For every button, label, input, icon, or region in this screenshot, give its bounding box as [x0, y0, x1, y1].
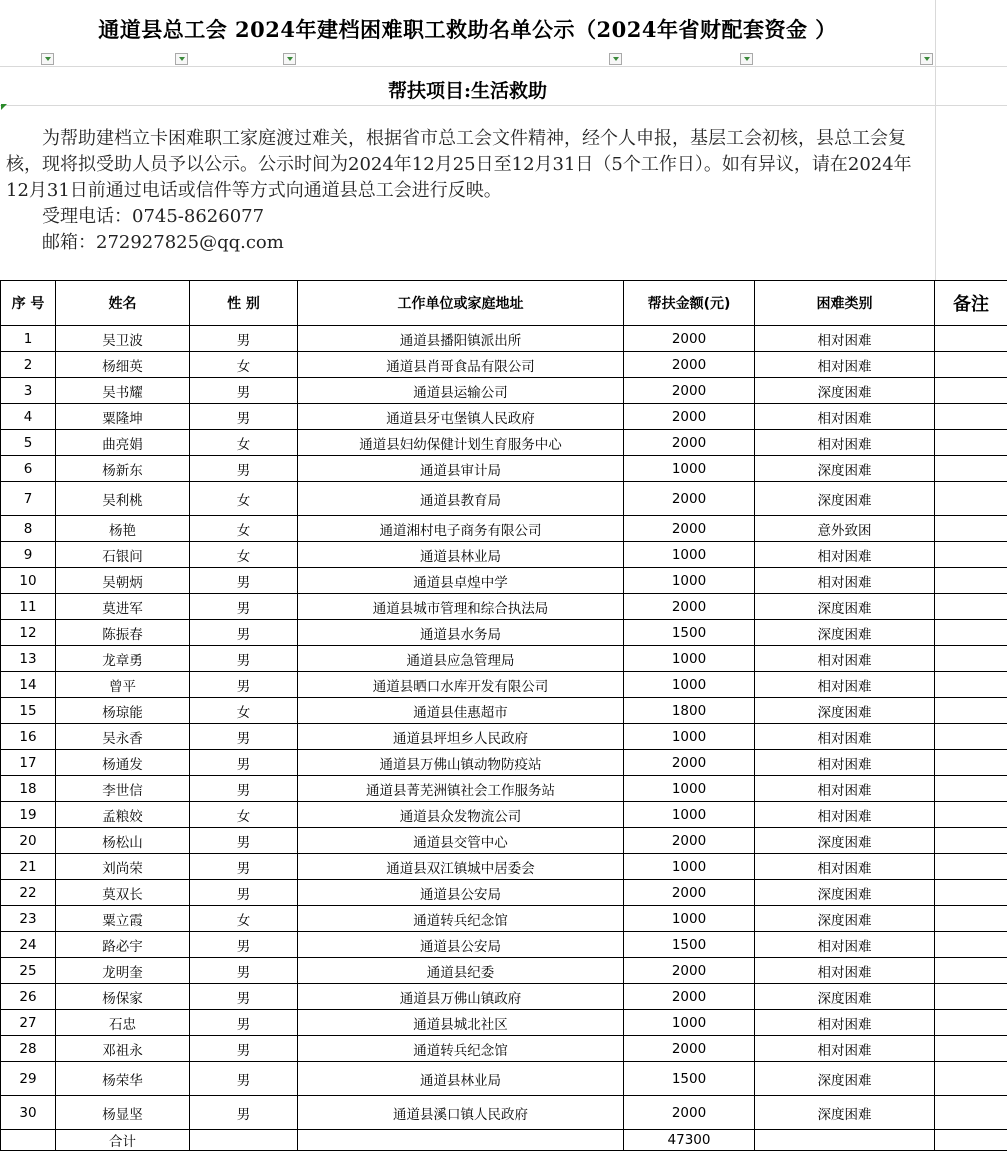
- note-cell[interactable]: [935, 1036, 1007, 1062]
- unit-cell[interactable]: 通道转兵纪念馆: [298, 1036, 624, 1062]
- cell-comment-marker-icon: [1, 104, 7, 110]
- table-row: [1, 672, 1007, 698]
- amount-cell[interactable]: 2000: [624, 958, 755, 984]
- table-row: [1, 378, 1007, 404]
- gender-cell[interactable]: 男: [190, 854, 298, 880]
- notice-email: 邮箱：272927825@qq.com: [6, 230, 926, 256]
- amount-cell[interactable]: 1000: [624, 568, 755, 594]
- note-cell[interactable]: [935, 516, 1007, 542]
- unit-cell[interactable]: 通道县牙屯堡镇人民政府: [298, 404, 624, 430]
- category-cell[interactable]: 深度困难: [755, 698, 935, 724]
- gender-cell[interactable]: 男: [190, 932, 298, 958]
- gender-cell[interactable]: 男: [190, 984, 298, 1010]
- seq-cell[interactable]: 25: [1, 958, 56, 984]
- unit-cell[interactable]: 通道县双江镇城中居委会: [298, 854, 624, 880]
- amount-cell[interactable]: 1000: [624, 542, 755, 568]
- seq-cell[interactable]: 26: [1, 984, 56, 1010]
- unit-cell[interactable]: 通道县佳惠超市: [298, 698, 624, 724]
- table-row: [1, 594, 1007, 620]
- category-cell[interactable]: 相对困难: [755, 568, 935, 594]
- amount-cell[interactable]: 1500: [624, 1062, 755, 1096]
- table-row: [1, 1096, 1007, 1130]
- table-row: [1, 430, 1007, 456]
- seq-cell[interactable]: 24: [1, 932, 56, 958]
- category-cell[interactable]: 深度困难: [755, 594, 935, 620]
- name-cell[interactable]: 杨通发: [56, 750, 190, 776]
- unit-cell[interactable]: 通道县众发物流公司: [298, 802, 624, 828]
- unit-cell[interactable]: 通道县播阳镇派出所: [298, 326, 624, 352]
- gender-cell[interactable]: 男: [190, 378, 298, 404]
- seq-cell[interactable]: 16: [1, 724, 56, 750]
- amount-cell[interactable]: 2000: [624, 352, 755, 378]
- category-cell[interactable]: 相对困难: [755, 404, 935, 430]
- name-cell[interactable]: 龙明奎: [56, 958, 190, 984]
- notice-paragraph: 为帮助建档立卡困难职工家庭渡过难关，根据省市总工会文件精神，经个人申报，基层工会初核，县总工会复核，现将拟受助人员予以公示。公示时间为2024年12月25日至12月31日（5个工作日）。如有异议，请在2024年12月31日前通过电话或信件等方式向通道县总工会进行反映。: [6, 126, 926, 204]
- header-seq[interactable]: 序 号: [1, 281, 56, 326]
- header-category[interactable]: 困难类别: [755, 281, 935, 326]
- gender-cell[interactable]: 男: [190, 1062, 298, 1096]
- table-row: [1, 854, 1007, 880]
- unit-cell[interactable]: 通道县溪口镇人民政府: [298, 1096, 624, 1130]
- gender-cell[interactable]: 女: [190, 352, 298, 378]
- amount-cell[interactable]: 2000: [624, 1096, 755, 1130]
- amount-cell[interactable]: 2000: [624, 984, 755, 1010]
- name-cell[interactable]: 杨荣华: [56, 1062, 190, 1096]
- amount-cell[interactable]: 2000: [624, 594, 755, 620]
- total-row: [1, 1130, 1007, 1151]
- gender-cell[interactable]: 男: [190, 456, 298, 482]
- note-cell[interactable]: [935, 984, 1007, 1010]
- gender-cell[interactable]: 女: [190, 430, 298, 456]
- unit-cell[interactable]: 通道县万佛山镇动物防疫站: [298, 750, 624, 776]
- name-cell[interactable]: 吴书耀: [56, 378, 190, 404]
- seq-cell[interactable]: 22: [1, 880, 56, 906]
- filter-dropdown-icon[interactable]: [283, 53, 296, 65]
- table-row: [1, 802, 1007, 828]
- notice-phone: 受理电话：0745-8626077: [6, 204, 926, 230]
- table-row: [1, 352, 1007, 378]
- seq-cell[interactable]: 10: [1, 568, 56, 594]
- name-cell[interactable]: 杨保家: [56, 984, 190, 1010]
- category-cell[interactable]: 相对困难: [755, 1010, 935, 1036]
- table-row: [1, 1010, 1007, 1036]
- category-cell[interactable]: 相对困难: [755, 646, 935, 672]
- unit-cell[interactable]: 通道县城北社区: [298, 1010, 624, 1036]
- name-cell[interactable]: 李世信: [56, 776, 190, 802]
- seq-cell[interactable]: 30: [1, 1096, 56, 1130]
- name-cell[interactable]: 吴永香: [56, 724, 190, 750]
- seq-cell[interactable]: 23: [1, 906, 56, 932]
- gender-cell[interactable]: 女: [190, 802, 298, 828]
- seq-cell[interactable]: 1: [1, 326, 56, 352]
- amount-cell[interactable]: 1000: [624, 854, 755, 880]
- total-seq-cell[interactable]: [1, 1130, 56, 1151]
- note-cell[interactable]: [935, 906, 1007, 932]
- unit-cell[interactable]: 通道县坪坦乡人民政府: [298, 724, 624, 750]
- gender-cell[interactable]: 男: [190, 1010, 298, 1036]
- filter-dropdown-icon[interactable]: [41, 53, 54, 65]
- note-cell[interactable]: [935, 646, 1007, 672]
- category-cell[interactable]: 深度困难: [755, 1096, 935, 1130]
- header-gender[interactable]: 性 别: [190, 281, 298, 326]
- note-cell[interactable]: [935, 568, 1007, 594]
- category-cell[interactable]: 相对困难: [755, 1036, 935, 1062]
- seq-cell[interactable]: 21: [1, 854, 56, 880]
- note-cell[interactable]: [935, 352, 1007, 378]
- gender-cell[interactable]: 男: [190, 776, 298, 802]
- seq-cell[interactable]: 2: [1, 352, 56, 378]
- unit-cell[interactable]: 通道县妇幼保健计划生育服务中心: [298, 430, 624, 456]
- note-cell[interactable]: [935, 698, 1007, 724]
- filter-dropdown-icon[interactable]: [609, 53, 622, 65]
- unit-cell[interactable]: 通道县应急管理局: [298, 646, 624, 672]
- name-cell[interactable]: 路必宇: [56, 932, 190, 958]
- amount-cell[interactable]: 2000: [624, 828, 755, 854]
- note-cell[interactable]: [935, 1010, 1007, 1036]
- total-gender-cell[interactable]: [190, 1130, 298, 1151]
- note-cell[interactable]: [935, 456, 1007, 482]
- note-cell[interactable]: [935, 880, 1007, 906]
- seq-cell[interactable]: 17: [1, 750, 56, 776]
- note-cell[interactable]: [935, 326, 1007, 352]
- seq-cell[interactable]: 18: [1, 776, 56, 802]
- gender-cell[interactable]: 男: [190, 750, 298, 776]
- table-row: [1, 750, 1007, 776]
- name-cell[interactable]: 杨松山: [56, 828, 190, 854]
- category-cell[interactable]: 相对困难: [755, 958, 935, 984]
- gender-cell[interactable]: 男: [190, 880, 298, 906]
- unit-cell[interactable]: 通道县菁芜洲镇社会工作服务站: [298, 776, 624, 802]
- category-cell[interactable]: 深度困难: [755, 984, 935, 1010]
- filter-dropdown-icon[interactable]: [175, 53, 188, 65]
- category-cell[interactable]: 深度困难: [755, 880, 935, 906]
- table-row: [1, 646, 1007, 672]
- note-cell[interactable]: [935, 932, 1007, 958]
- gender-cell[interactable]: 男: [190, 594, 298, 620]
- unit-cell[interactable]: 通道县纪委: [298, 958, 624, 984]
- table-row: [1, 326, 1007, 352]
- name-cell[interactable]: 吴卫波: [56, 326, 190, 352]
- name-cell[interactable]: 莫进军: [56, 594, 190, 620]
- amount-cell[interactable]: 2000: [624, 482, 755, 516]
- amount-cell[interactable]: 1500: [624, 620, 755, 646]
- seq-cell[interactable]: 11: [1, 594, 56, 620]
- seq-cell[interactable]: 15: [1, 698, 56, 724]
- gridline: [0, 66, 1007, 67]
- note-cell[interactable]: [935, 828, 1007, 854]
- gender-cell[interactable]: 男: [190, 326, 298, 352]
- unit-cell[interactable]: 通道县运输公司: [298, 378, 624, 404]
- name-cell[interactable]: 孟粮姣: [56, 802, 190, 828]
- table-row: [1, 828, 1007, 854]
- amount-cell[interactable]: 2000: [624, 430, 755, 456]
- name-cell[interactable]: 龙章勇: [56, 646, 190, 672]
- note-cell[interactable]: [935, 776, 1007, 802]
- category-cell[interactable]: 相对困难: [755, 352, 935, 378]
- name-cell[interactable]: 杨艳: [56, 516, 190, 542]
- note-cell[interactable]: [935, 854, 1007, 880]
- table-row: [1, 906, 1007, 932]
- seq-cell[interactable]: 13: [1, 646, 56, 672]
- unit-cell[interactable]: 通道县公安局: [298, 880, 624, 906]
- table-row: [1, 984, 1007, 1010]
- seq-cell[interactable]: 19: [1, 802, 56, 828]
- gender-cell[interactable]: 男: [190, 1036, 298, 1062]
- amount-cell[interactable]: 2000: [624, 404, 755, 430]
- name-cell[interactable]: 邓祖永: [56, 1036, 190, 1062]
- table-row: [1, 568, 1007, 594]
- name-cell[interactable]: 杨细英: [56, 352, 190, 378]
- notice-text: [6, 126, 926, 256]
- table-row: [1, 698, 1007, 724]
- category-cell[interactable]: 相对困难: [755, 750, 935, 776]
- page-title: 通道县总工会 2024年建档困难职工救助名单公示（2024年省财配套资金 ）: [0, 14, 935, 44]
- category-cell[interactable]: 深度困难: [755, 378, 935, 404]
- amount-cell[interactable]: 1000: [624, 906, 755, 932]
- unit-cell[interactable]: 通道湘村电子商务有限公司: [298, 516, 624, 542]
- category-cell[interactable]: 相对困难: [755, 326, 935, 352]
- gender-cell[interactable]: 男: [190, 404, 298, 430]
- table-row: [1, 542, 1007, 568]
- name-cell[interactable]: 杨琼能: [56, 698, 190, 724]
- unit-cell[interactable]: 通道县卓煌中学: [298, 568, 624, 594]
- header-unit[interactable]: 工作单位或家庭地址: [298, 281, 624, 326]
- amount-cell[interactable]: 2000: [624, 750, 755, 776]
- amount-cell[interactable]: 2000: [624, 326, 755, 352]
- gender-cell[interactable]: 男: [190, 828, 298, 854]
- table-row: [1, 776, 1007, 802]
- total-category-cell[interactable]: [755, 1130, 935, 1151]
- gender-cell[interactable]: 女: [190, 482, 298, 516]
- unit-cell[interactable]: 通道县教育局: [298, 482, 624, 516]
- table-row: [1, 880, 1007, 906]
- category-cell[interactable]: 意外致困: [755, 516, 935, 542]
- table-row: [1, 1036, 1007, 1062]
- note-cell[interactable]: [935, 802, 1007, 828]
- unit-cell[interactable]: 通道县公安局: [298, 932, 624, 958]
- unit-cell[interactable]: 通道县林业局: [298, 542, 624, 568]
- category-cell[interactable]: 相对困难: [755, 932, 935, 958]
- name-cell[interactable]: 吴朝炳: [56, 568, 190, 594]
- gender-cell[interactable]: 男: [190, 620, 298, 646]
- seq-cell[interactable]: 9: [1, 542, 56, 568]
- gridline: [935, 0, 936, 280]
- aid-recipient-table: [0, 280, 1007, 1151]
- category-cell[interactable]: 相对困难: [755, 542, 935, 568]
- header-note[interactable]: 备注: [935, 281, 1007, 326]
- seq-cell[interactable]: 6: [1, 456, 56, 482]
- gridline: [0, 105, 1007, 106]
- unit-cell[interactable]: 通道县交管中心: [298, 828, 624, 854]
- total-unit-cell[interactable]: [298, 1130, 624, 1151]
- note-cell[interactable]: [935, 594, 1007, 620]
- unit-cell[interactable]: 通道县林业局: [298, 1062, 624, 1096]
- note-cell[interactable]: [935, 724, 1007, 750]
- name-cell[interactable]: 刘尚荣: [56, 854, 190, 880]
- category-cell[interactable]: 相对困难: [755, 854, 935, 880]
- category-cell[interactable]: 深度困难: [755, 828, 935, 854]
- unit-cell[interactable]: 通道县水务局: [298, 620, 624, 646]
- seq-cell[interactable]: 4: [1, 404, 56, 430]
- amount-cell[interactable]: 1000: [624, 1010, 755, 1036]
- seq-cell[interactable]: 12: [1, 620, 56, 646]
- category-cell[interactable]: 相对困难: [755, 430, 935, 456]
- amount-cell[interactable]: 2000: [624, 1036, 755, 1062]
- filter-dropdown-icon[interactable]: [740, 53, 753, 65]
- filter-dropdown-icon[interactable]: [920, 53, 933, 65]
- seq-cell[interactable]: 28: [1, 1036, 56, 1062]
- amount-cell[interactable]: 1000: [624, 802, 755, 828]
- table-row: [1, 456, 1007, 482]
- table-row: [1, 932, 1007, 958]
- name-cell[interactable]: 杨显坚: [56, 1096, 190, 1130]
- table-row: [1, 482, 1007, 516]
- amount-cell[interactable]: 2000: [624, 880, 755, 906]
- unit-cell[interactable]: 通道转兵纪念馆: [298, 906, 624, 932]
- seq-cell[interactable]: 20: [1, 828, 56, 854]
- table-header-row: [1, 281, 1007, 326]
- category-cell[interactable]: 深度困难: [755, 482, 935, 516]
- gender-cell[interactable]: 男: [190, 1096, 298, 1130]
- name-cell[interactable]: 曲亮娟: [56, 430, 190, 456]
- unit-cell[interactable]: 通道县审计局: [298, 456, 624, 482]
- seq-cell[interactable]: 3: [1, 378, 56, 404]
- table-row: [1, 620, 1007, 646]
- gender-cell[interactable]: 女: [190, 516, 298, 542]
- category-cell[interactable]: 深度困难: [755, 1062, 935, 1096]
- unit-cell[interactable]: 通道县肖哥食品有限公司: [298, 352, 624, 378]
- unit-cell[interactable]: 通道县万佛山镇政府: [298, 984, 624, 1010]
- category-cell[interactable]: 相对困难: [755, 672, 935, 698]
- note-cell[interactable]: [935, 542, 1007, 568]
- name-cell[interactable]: 吴利桃: [56, 482, 190, 516]
- seq-cell[interactable]: 8: [1, 516, 56, 542]
- project-subtitle: 帮扶项目:生活救助: [0, 76, 935, 103]
- amount-cell[interactable]: 2000: [624, 378, 755, 404]
- gender-cell[interactable]: 男: [190, 958, 298, 984]
- name-cell[interactable]: 曾平: [56, 672, 190, 698]
- amount-cell[interactable]: 1000: [624, 724, 755, 750]
- table-row: [1, 1062, 1007, 1096]
- seq-cell[interactable]: 5: [1, 430, 56, 456]
- gender-cell[interactable]: 女: [190, 542, 298, 568]
- seq-cell[interactable]: 29: [1, 1062, 56, 1096]
- total-label[interactable]: 合计: [56, 1130, 190, 1151]
- name-cell[interactable]: 杨新东: [56, 456, 190, 482]
- category-cell[interactable]: 相对困难: [755, 802, 935, 828]
- total-note-cell[interactable]: [935, 1130, 1007, 1151]
- gender-cell[interactable]: 女: [190, 698, 298, 724]
- name-cell[interactable]: 粟立霞: [56, 906, 190, 932]
- note-cell[interactable]: [935, 404, 1007, 430]
- header-amount[interactable]: 帮扶金额(元): [624, 281, 755, 326]
- note-cell[interactable]: [935, 620, 1007, 646]
- gender-cell[interactable]: 男: [190, 568, 298, 594]
- note-cell[interactable]: [935, 672, 1007, 698]
- note-cell[interactable]: [935, 378, 1007, 404]
- name-cell[interactable]: 莫双长: [56, 880, 190, 906]
- table-row: [1, 516, 1007, 542]
- amount-cell[interactable]: 1000: [624, 646, 755, 672]
- note-cell[interactable]: [935, 430, 1007, 456]
- seq-cell[interactable]: 27: [1, 1010, 56, 1036]
- seq-cell[interactable]: 14: [1, 672, 56, 698]
- category-cell[interactable]: 深度困难: [755, 456, 935, 482]
- category-cell[interactable]: 深度困难: [755, 620, 935, 646]
- name-cell[interactable]: 陈振春: [56, 620, 190, 646]
- name-cell[interactable]: 石银问: [56, 542, 190, 568]
- amount-cell[interactable]: 1500: [624, 932, 755, 958]
- amount-cell[interactable]: 2000: [624, 516, 755, 542]
- note-cell[interactable]: [935, 1096, 1007, 1130]
- header-name[interactable]: 姓名: [56, 281, 190, 326]
- unit-cell[interactable]: 通道县城市管理和综合执法局: [298, 594, 624, 620]
- seq-cell[interactable]: 7: [1, 482, 56, 516]
- unit-cell[interactable]: 通道县晒口水库开发有限公司: [298, 672, 624, 698]
- table-row: [1, 404, 1007, 430]
- amount-cell[interactable]: 1000: [624, 456, 755, 482]
- gender-cell[interactable]: 男: [190, 672, 298, 698]
- category-cell[interactable]: 相对困难: [755, 776, 935, 802]
- note-cell[interactable]: [935, 958, 1007, 984]
- gender-cell[interactable]: 男: [190, 646, 298, 672]
- note-cell[interactable]: [935, 482, 1007, 516]
- amount-cell[interactable]: 1800: [624, 698, 755, 724]
- category-cell[interactable]: 相对困难: [755, 724, 935, 750]
- note-cell[interactable]: [935, 750, 1007, 776]
- name-cell[interactable]: 石忠: [56, 1010, 190, 1036]
- total-amount[interactable]: 47300: [624, 1130, 755, 1151]
- gender-cell[interactable]: 男: [190, 724, 298, 750]
- amount-cell[interactable]: 1000: [624, 776, 755, 802]
- gender-cell[interactable]: 女: [190, 906, 298, 932]
- note-cell[interactable]: [935, 1062, 1007, 1096]
- amount-cell[interactable]: 1000: [624, 672, 755, 698]
- name-cell[interactable]: 粟隆坤: [56, 404, 190, 430]
- table-row: [1, 724, 1007, 750]
- category-cell[interactable]: 深度困难: [755, 906, 935, 932]
- table-row: [1, 958, 1007, 984]
